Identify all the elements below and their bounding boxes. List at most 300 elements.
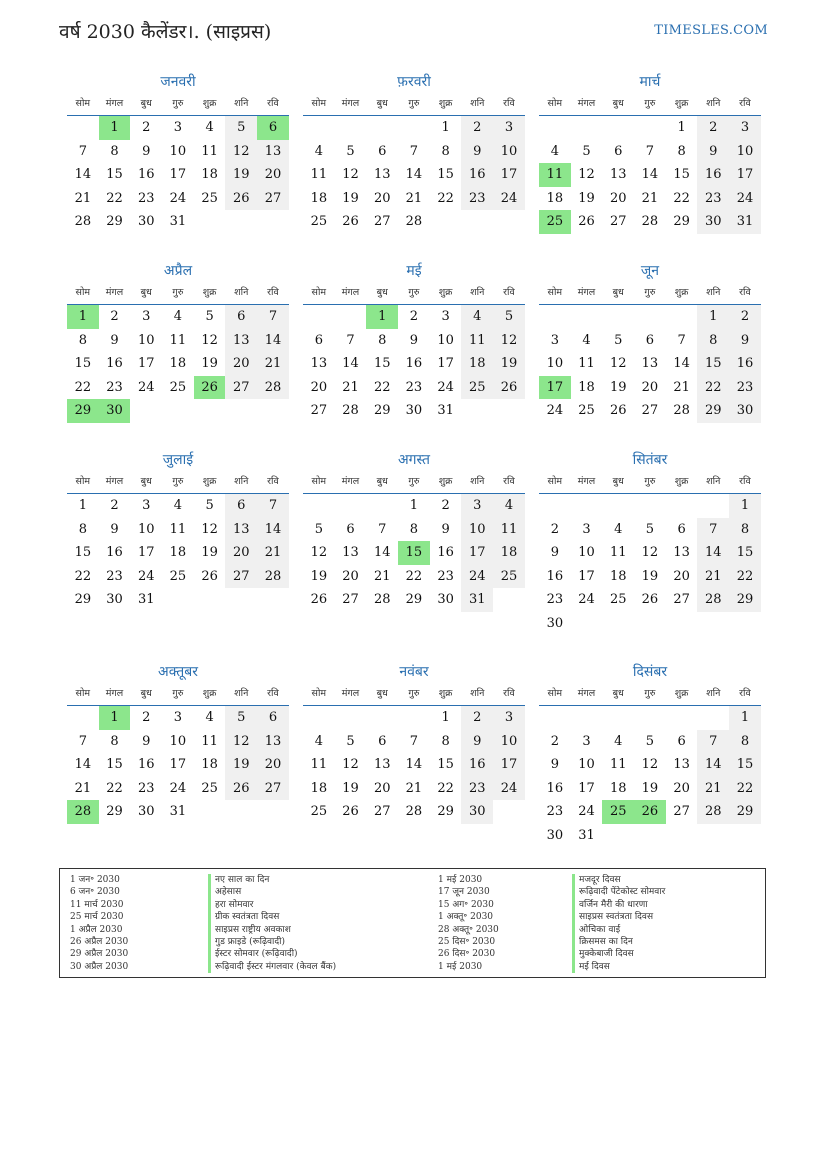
day-cell[interactable]: 8: [729, 730, 761, 754]
day-cell[interactable]: 20: [342, 568, 359, 584]
day-cell[interactable]: 31: [729, 210, 761, 234]
day-cell[interactable]: 14: [257, 518, 289, 542]
day-cell[interactable]: 26: [225, 777, 257, 801]
holiday-day-cell[interactable]: 6: [257, 116, 289, 140]
day-cell[interactable]: 3: [142, 309, 151, 324]
day-cell[interactable]: 11: [578, 356, 595, 372]
day-cell[interactable]: 25: [493, 565, 525, 589]
day-cell[interactable]: 11: [201, 143, 218, 159]
day-cell[interactable]: 8: [378, 332, 387, 348]
day-cell[interactable]: 21: [342, 379, 359, 395]
day-cell[interactable]: 4: [550, 143, 559, 159]
day-cell[interactable]: 29: [405, 592, 423, 608]
day-cell[interactable]: 17: [578, 568, 595, 584]
day-cell[interactable]: 10: [169, 143, 187, 159]
day-cell[interactable]: 29: [74, 592, 92, 608]
day-cell[interactable]: 29: [697, 399, 729, 423]
day-cell[interactable]: 16: [106, 356, 123, 372]
day-cell[interactable]: 14: [257, 329, 289, 353]
day-cell[interactable]: 7: [697, 518, 729, 542]
day-cell[interactable]: 19: [641, 568, 659, 584]
day-cell[interactable]: 27: [310, 403, 328, 419]
day-cell[interactable]: 9: [441, 521, 450, 537]
day-cell[interactable]: 27: [673, 804, 690, 820]
day-cell[interactable]: 24: [461, 565, 493, 589]
day-cell[interactable]: 11: [201, 733, 218, 749]
day-cell[interactable]: 8: [677, 143, 686, 159]
day-cell[interactable]: 21: [74, 190, 92, 206]
day-cell[interactable]: 13: [225, 329, 257, 353]
day-cell[interactable]: 28: [74, 214, 92, 230]
day-cell[interactable]: 6: [677, 521, 686, 537]
day-cell[interactable]: 8: [729, 518, 761, 542]
day-cell[interactable]: 13: [373, 167, 391, 183]
day-cell[interactable]: 10: [578, 545, 595, 561]
day-cell[interactable]: 26: [225, 187, 257, 211]
day-cell[interactable]: 23: [106, 379, 123, 395]
day-cell[interactable]: 5: [493, 305, 525, 329]
day-cell[interactable]: 15: [673, 167, 690, 183]
day-cell[interactable]: 9: [110, 521, 119, 537]
day-cell[interactable]: 3: [582, 733, 591, 749]
day-cell[interactable]: 25: [310, 804, 328, 820]
day-cell[interactable]: 23: [137, 190, 155, 206]
day-cell[interactable]: 3: [729, 116, 761, 140]
day-cell[interactable]: 7: [697, 730, 729, 754]
day-cell[interactable]: 31: [461, 588, 493, 612]
holiday-day-cell[interactable]: 25: [602, 800, 634, 824]
day-cell[interactable]: 24: [578, 804, 595, 820]
day-cell[interactable]: 28: [257, 565, 289, 589]
day-cell[interactable]: 24: [729, 187, 761, 211]
day-cell[interactable]: 20: [673, 780, 690, 796]
day-cell[interactable]: 12: [201, 521, 218, 537]
day-cell[interactable]: 20: [225, 352, 257, 376]
day-cell[interactable]: 13: [373, 757, 391, 773]
day-cell[interactable]: 19: [493, 352, 525, 376]
day-cell[interactable]: 28: [641, 214, 659, 230]
day-cell[interactable]: 4: [461, 305, 493, 329]
day-cell[interactable]: 12: [493, 329, 525, 353]
day-cell[interactable]: 29: [106, 214, 123, 230]
day-cell[interactable]: 17: [137, 545, 155, 561]
holiday-day-cell[interactable]: 17: [539, 376, 571, 400]
day-cell[interactable]: 19: [342, 780, 359, 796]
day-cell[interactable]: 24: [137, 379, 155, 395]
day-cell[interactable]: 6: [378, 733, 387, 749]
day-cell[interactable]: 8: [441, 733, 450, 749]
day-cell[interactable]: 18: [461, 352, 493, 376]
day-cell[interactable]: 27: [342, 592, 359, 608]
day-cell[interactable]: 4: [314, 733, 323, 749]
day-cell[interactable]: 18: [493, 541, 525, 565]
day-cell[interactable]: 3: [173, 120, 183, 135]
day-cell[interactable]: 29: [673, 214, 690, 230]
day-cell[interactable]: 14: [405, 757, 423, 773]
day-cell[interactable]: 29: [729, 588, 761, 612]
day-cell[interactable]: 2: [110, 309, 119, 324]
day-cell[interactable]: 14: [373, 545, 391, 561]
day-cell[interactable]: 21: [641, 190, 659, 206]
day-cell[interactable]: 17: [493, 753, 525, 777]
day-cell[interactable]: 7: [677, 332, 686, 348]
day-cell[interactable]: 14: [74, 167, 92, 183]
day-cell[interactable]: 14: [697, 541, 729, 565]
day-cell[interactable]: 13: [257, 730, 289, 754]
day-cell[interactable]: 12: [641, 757, 659, 773]
day-cell[interactable]: 6: [378, 143, 387, 159]
day-cell[interactable]: 9: [142, 143, 151, 159]
day-cell[interactable]: 10: [493, 730, 525, 754]
day-cell[interactable]: 22: [74, 568, 92, 584]
day-cell[interactable]: 16: [546, 568, 564, 584]
day-cell[interactable]: 26: [310, 592, 328, 608]
day-cell[interactable]: 27: [641, 403, 659, 419]
day-cell[interactable]: 21: [373, 568, 391, 584]
day-cell[interactable]: 30: [697, 210, 729, 234]
day-cell[interactable]: 15: [74, 356, 92, 372]
day-cell[interactable]: 18: [169, 356, 187, 372]
day-cell[interactable]: 18: [310, 780, 328, 796]
day-cell[interactable]: 27: [225, 376, 257, 400]
day-cell[interactable]: 15: [437, 167, 454, 183]
day-cell[interactable]: 4: [614, 733, 623, 749]
day-cell[interactable]: 16: [697, 163, 729, 187]
day-cell[interactable]: 27: [225, 565, 257, 589]
holiday-day-cell[interactable]: 28: [67, 800, 99, 824]
holiday-day-cell[interactable]: 1: [366, 305, 398, 329]
day-cell[interactable]: 27: [609, 214, 627, 230]
day-cell[interactable]: 11: [609, 757, 627, 773]
day-cell[interactable]: 12: [225, 140, 257, 164]
day-cell[interactable]: 25: [201, 780, 218, 796]
day-cell[interactable]: 9: [461, 730, 493, 754]
day-cell[interactable]: 28: [405, 214, 423, 230]
day-cell[interactable]: 30: [137, 214, 155, 230]
day-cell[interactable]: 9: [697, 140, 729, 164]
day-cell[interactable]: 29: [373, 403, 391, 419]
day-cell[interactable]: 16: [137, 167, 155, 183]
day-cell[interactable]: 30: [729, 399, 761, 423]
day-cell[interactable]: 27: [373, 214, 391, 230]
day-cell[interactable]: 5: [225, 706, 257, 730]
day-cell[interactable]: 23: [405, 379, 423, 395]
day-cell[interactable]: 6: [225, 494, 257, 518]
day-cell[interactable]: 24: [169, 190, 187, 206]
day-cell[interactable]: 1: [729, 706, 761, 730]
day-cell[interactable]: 17: [493, 163, 525, 187]
day-cell[interactable]: 24: [137, 568, 155, 584]
day-cell[interactable]: 28: [697, 800, 729, 824]
day-cell[interactable]: 4: [582, 332, 591, 348]
day-cell[interactable]: 9: [461, 140, 493, 164]
day-cell[interactable]: 16: [729, 352, 761, 376]
day-cell[interactable]: 26: [201, 568, 218, 584]
day-cell[interactable]: 8: [110, 733, 119, 749]
day-cell[interactable]: 5: [205, 309, 214, 324]
day-cell[interactable]: 18: [609, 568, 627, 584]
day-cell[interactable]: 1: [78, 498, 87, 513]
day-cell[interactable]: 15: [437, 757, 454, 773]
day-cell[interactable]: 6: [257, 706, 289, 730]
day-cell[interactable]: 23: [729, 376, 761, 400]
day-cell[interactable]: 9: [729, 329, 761, 353]
day-cell[interactable]: 17: [437, 356, 454, 372]
day-cell[interactable]: 6: [225, 305, 257, 329]
day-cell[interactable]: 17: [169, 167, 187, 183]
holiday-day-cell[interactable]: 25: [539, 210, 571, 234]
day-cell[interactable]: 3: [493, 706, 525, 730]
day-cell[interactable]: 3: [461, 494, 493, 518]
day-cell[interactable]: 25: [310, 214, 328, 230]
day-cell[interactable]: 4: [173, 309, 183, 324]
day-cell[interactable]: 4: [614, 521, 623, 537]
holiday-day-cell[interactable]: 26: [634, 800, 666, 824]
day-cell[interactable]: 5: [645, 521, 655, 537]
day-cell[interactable]: 14: [697, 753, 729, 777]
day-cell[interactable]: 4: [205, 120, 214, 135]
day-cell[interactable]: 8: [409, 521, 419, 537]
day-cell[interactable]: 15: [729, 753, 761, 777]
holiday-day-cell[interactable]: 15: [398, 541, 430, 565]
day-cell[interactable]: 28: [257, 376, 289, 400]
day-cell[interactable]: 10: [137, 332, 155, 348]
day-cell[interactable]: 18: [201, 757, 218, 773]
day-cell[interactable]: 19: [201, 356, 218, 372]
day-cell[interactable]: 22: [373, 379, 391, 395]
day-cell[interactable]: 19: [310, 568, 328, 584]
day-cell[interactable]: 21: [405, 780, 423, 796]
day-cell[interactable]: 21: [405, 190, 423, 206]
holiday-day-cell[interactable]: 1: [99, 116, 131, 140]
day-cell[interactable]: 26: [493, 376, 525, 400]
day-cell[interactable]: 19: [342, 190, 359, 206]
day-cell[interactable]: 19: [225, 753, 257, 777]
day-cell[interactable]: 19: [201, 545, 218, 561]
day-cell[interactable]: 20: [673, 568, 690, 584]
day-cell[interactable]: 25: [169, 379, 187, 395]
day-cell[interactable]: 25: [201, 190, 218, 206]
day-cell[interactable]: 22: [405, 568, 423, 584]
day-cell[interactable]: 11: [609, 545, 627, 561]
day-cell[interactable]: 31: [137, 592, 155, 608]
day-cell[interactable]: 30: [546, 827, 564, 843]
day-cell[interactable]: 22: [106, 780, 123, 796]
day-cell[interactable]: 24: [578, 592, 595, 608]
day-cell[interactable]: 18: [546, 190, 564, 206]
day-cell[interactable]: 12: [609, 356, 627, 372]
day-cell[interactable]: 3: [173, 710, 183, 725]
day-cell[interactable]: 7: [78, 733, 87, 749]
day-cell[interactable]: 5: [346, 733, 355, 749]
day-cell[interactable]: 5: [614, 332, 623, 348]
day-cell[interactable]: 17: [137, 356, 155, 372]
day-cell[interactable]: 11: [493, 518, 525, 542]
day-cell[interactable]: 2: [550, 733, 559, 749]
day-cell[interactable]: 2: [142, 710, 151, 725]
day-cell[interactable]: 28: [342, 403, 359, 419]
day-cell[interactable]: 1: [441, 710, 450, 725]
day-cell[interactable]: 23: [137, 780, 155, 796]
day-cell[interactable]: 30: [405, 403, 423, 419]
day-cell[interactable]: 24: [437, 379, 454, 395]
day-cell[interactable]: 14: [74, 757, 92, 773]
day-cell[interactable]: 15: [106, 167, 123, 183]
day-cell[interactable]: 16: [461, 753, 493, 777]
day-cell[interactable]: 1: [729, 494, 761, 518]
day-cell[interactable]: 25: [609, 592, 627, 608]
day-cell[interactable]: 24: [493, 187, 525, 211]
day-cell[interactable]: 8: [697, 329, 729, 353]
day-cell[interactable]: 15: [106, 757, 123, 773]
day-cell[interactable]: 27: [257, 187, 289, 211]
day-cell[interactable]: 24: [546, 403, 564, 419]
day-cell[interactable]: 9: [550, 545, 559, 561]
day-cell[interactable]: 13: [310, 356, 328, 372]
day-cell[interactable]: 7: [409, 143, 419, 159]
day-cell[interactable]: 12: [310, 545, 328, 561]
day-cell[interactable]: 14: [673, 356, 690, 372]
day-cell[interactable]: 31: [437, 403, 454, 419]
day-cell[interactable]: 18: [310, 190, 328, 206]
day-cell[interactable]: 30: [106, 592, 123, 608]
day-cell[interactable]: 13: [609, 167, 627, 183]
day-cell[interactable]: 7: [645, 143, 655, 159]
day-cell[interactable]: 22: [697, 376, 729, 400]
day-cell[interactable]: 13: [673, 545, 690, 561]
day-cell[interactable]: 25: [578, 403, 595, 419]
day-cell[interactable]: 11: [169, 521, 187, 537]
day-cell[interactable]: 2: [461, 706, 493, 730]
day-cell[interactable]: 3: [550, 332, 559, 348]
day-cell[interactable]: 22: [729, 565, 761, 589]
day-cell[interactable]: 5: [346, 143, 355, 159]
day-cell[interactable]: 2: [729, 305, 761, 329]
day-cell[interactable]: 10: [437, 332, 454, 348]
day-cell[interactable]: 23: [106, 568, 123, 584]
day-cell[interactable]: 12: [201, 332, 218, 348]
day-cell[interactable]: 7: [78, 143, 87, 159]
day-cell[interactable]: 10: [137, 521, 155, 537]
day-cell[interactable]: 28: [373, 592, 391, 608]
day-cell[interactable]: 9: [110, 332, 119, 348]
day-cell[interactable]: 3: [582, 521, 591, 537]
day-cell[interactable]: 16: [106, 545, 123, 561]
day-cell[interactable]: 5: [582, 143, 591, 159]
day-cell[interactable]: 6: [314, 332, 323, 348]
day-cell[interactable]: 10: [729, 140, 761, 164]
day-cell[interactable]: 27: [673, 592, 690, 608]
day-cell[interactable]: 8: [110, 143, 119, 159]
day-cell[interactable]: 20: [257, 753, 289, 777]
day-cell[interactable]: 24: [169, 780, 187, 796]
day-cell[interactable]: 4: [493, 494, 525, 518]
day-cell[interactable]: 28: [405, 804, 423, 820]
day-cell[interactable]: 20: [373, 190, 391, 206]
day-cell[interactable]: 22: [74, 379, 92, 395]
day-cell[interactable]: 12: [641, 545, 659, 561]
day-cell[interactable]: 1: [441, 120, 450, 135]
day-cell[interactable]: 1: [677, 120, 686, 135]
holiday-day-cell[interactable]: 29: [67, 399, 99, 423]
day-cell[interactable]: 2: [441, 498, 450, 513]
day-cell[interactable]: 23: [461, 777, 493, 801]
day-cell[interactable]: 21: [74, 780, 92, 796]
day-cell[interactable]: 2: [409, 309, 419, 324]
day-cell[interactable]: 30: [461, 800, 493, 824]
day-cell[interactable]: 18: [578, 379, 595, 395]
day-cell[interactable]: 14: [641, 167, 659, 183]
day-cell[interactable]: 29: [106, 804, 123, 820]
day-cell[interactable]: 12: [225, 730, 257, 754]
day-cell[interactable]: 19: [609, 379, 627, 395]
day-cell[interactable]: 1: [697, 305, 729, 329]
day-cell[interactable]: 2: [142, 120, 151, 135]
day-cell[interactable]: 31: [169, 804, 187, 820]
day-cell[interactable]: 20: [641, 379, 659, 395]
day-cell[interactable]: 8: [78, 332, 87, 348]
day-cell[interactable]: 22: [437, 190, 454, 206]
day-cell[interactable]: 25: [169, 568, 187, 584]
day-cell[interactable]: 6: [677, 733, 686, 749]
site-link[interactable]: TIMESLES.COM: [654, 23, 768, 38]
day-cell[interactable]: 5: [225, 116, 257, 140]
day-cell[interactable]: 1: [409, 498, 419, 513]
day-cell[interactable]: 30: [546, 615, 564, 631]
day-cell[interactable]: 29: [437, 804, 454, 820]
day-cell[interactable]: 10: [461, 518, 493, 542]
day-cell[interactable]: 7: [346, 332, 355, 348]
day-cell[interactable]: 20: [310, 379, 328, 395]
day-cell[interactable]: 4: [205, 710, 214, 725]
day-cell[interactable]: 26: [578, 214, 595, 230]
day-cell[interactable]: 10: [169, 733, 187, 749]
day-cell[interactable]: 10: [546, 356, 564, 372]
day-cell[interactable]: 23: [546, 804, 564, 820]
day-cell[interactable]: 13: [673, 757, 690, 773]
day-cell[interactable]: 19: [641, 780, 659, 796]
day-cell[interactable]: 26: [609, 403, 627, 419]
day-cell[interactable]: 30: [437, 592, 454, 608]
day-cell[interactable]: 5: [205, 498, 214, 513]
day-cell[interactable]: 19: [578, 190, 595, 206]
day-cell[interactable]: 7: [409, 733, 419, 749]
day-cell[interactable]: 22: [106, 190, 123, 206]
day-cell[interactable]: 21: [257, 352, 289, 376]
day-cell[interactable]: 10: [493, 140, 525, 164]
holiday-day-cell[interactable]: 1: [67, 305, 99, 329]
day-cell[interactable]: 23: [697, 187, 729, 211]
day-cell[interactable]: 3: [142, 498, 151, 513]
day-cell[interactable]: 14: [342, 356, 359, 372]
day-cell[interactable]: 23: [546, 592, 564, 608]
holiday-day-cell[interactable]: 11: [539, 163, 571, 187]
day-cell[interactable]: 13: [342, 545, 359, 561]
day-cell[interactable]: 15: [74, 545, 92, 561]
day-cell[interactable]: 2: [461, 116, 493, 140]
day-cell[interactable]: 5: [645, 733, 655, 749]
day-cell[interactable]: 11: [461, 329, 493, 353]
day-cell[interactable]: 2: [697, 116, 729, 140]
day-cell[interactable]: 3: [441, 309, 450, 324]
day-cell[interactable]: 17: [169, 757, 187, 773]
day-cell[interactable]: 17: [729, 163, 761, 187]
day-cell[interactable]: 26: [342, 214, 359, 230]
day-cell[interactable]: 16: [546, 780, 564, 796]
day-cell[interactable]: 16: [405, 356, 423, 372]
day-cell[interactable]: 9: [409, 332, 419, 348]
holiday-day-cell[interactable]: 26: [194, 376, 226, 400]
